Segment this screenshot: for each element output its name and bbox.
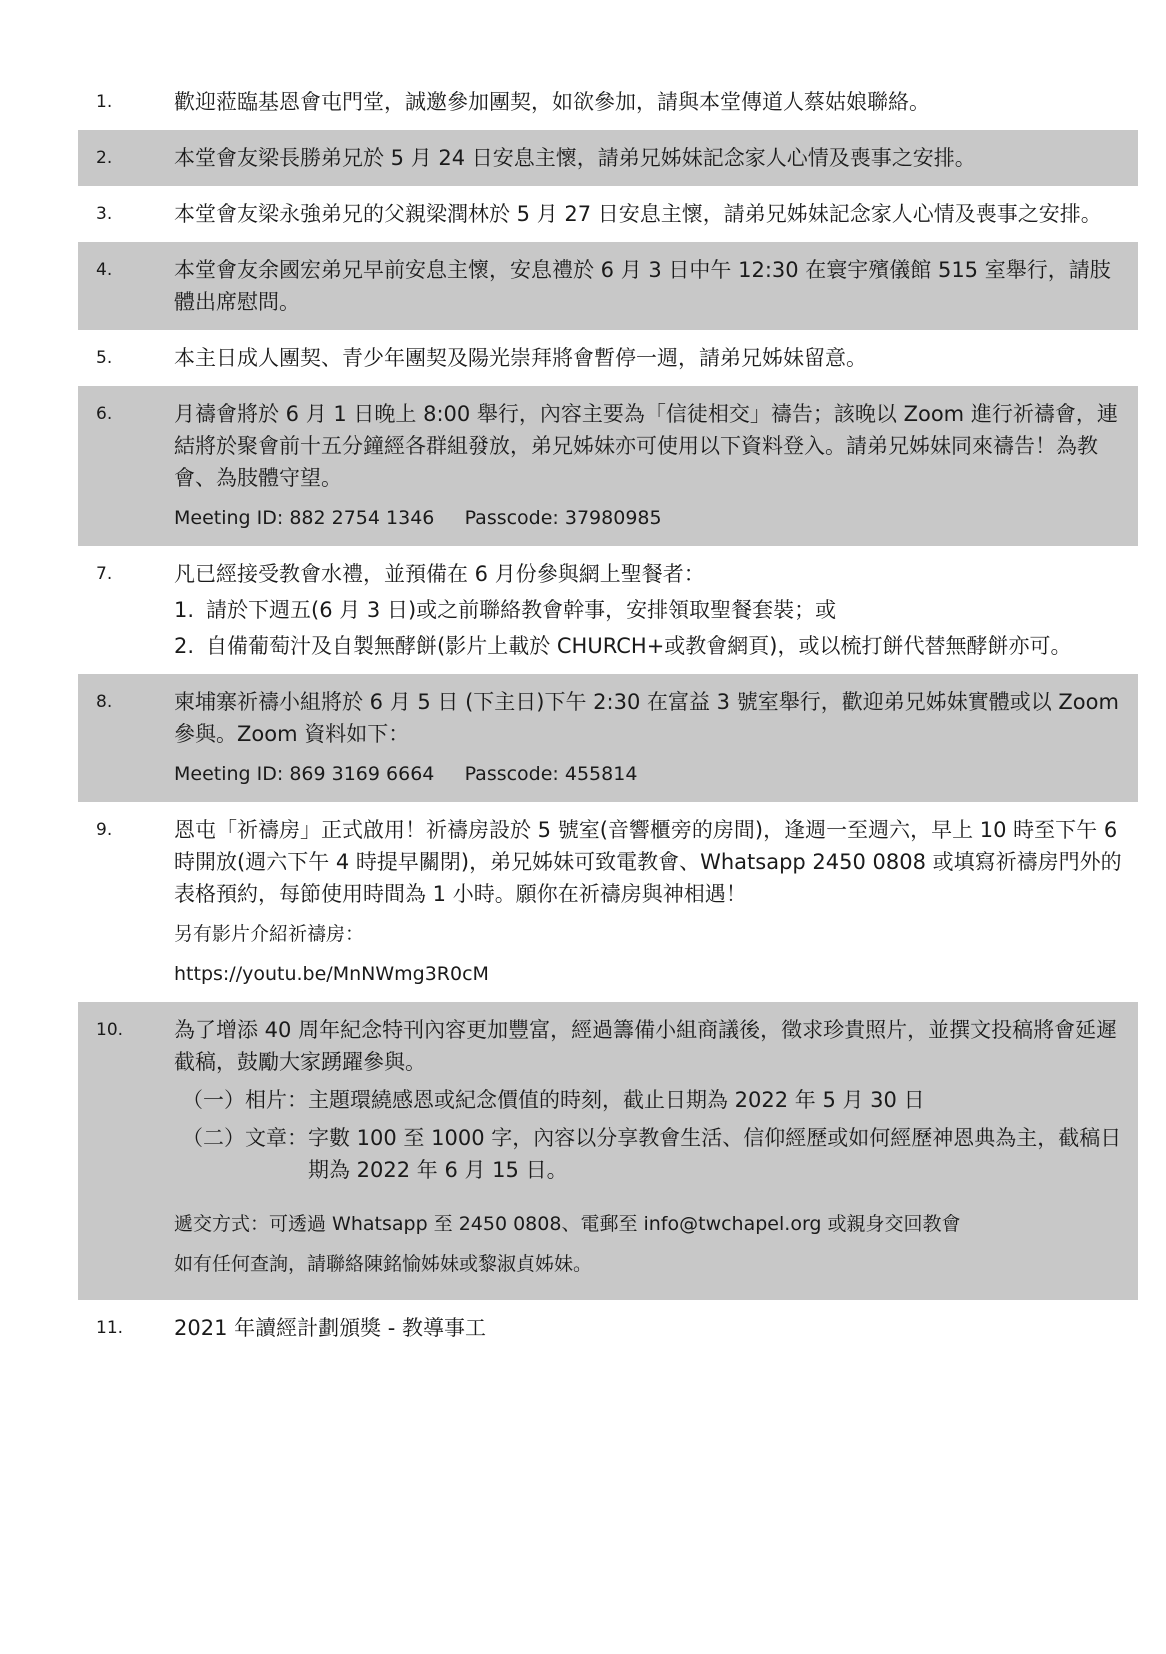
item-text: 恩屯「祈禱房」正式啟用！祈禱房設於 5 號室(音響櫃旁的房間)，逢週一至週六，早上 10 時至下午 6 時開放(週六下午 4 時提早關閉)，弟兄姊妹可致電教會、Whatsapp 2450 0808 或填寫祈禱房門外的表格預約，每節使用時間為 1 小時。願你在祈禱房與神相遇！ [174, 818, 1122, 906]
item-text: 本堂會友梁永強弟兄的父親梁潤林於 5 月 27 日安息主懷，請弟兄姊妹記念家人心情及喪事之安排。 [174, 202, 1102, 226]
enquiry-text: 如有任何查詢，請聯絡陳銘愉姊妹或黎淑貞姊妹。 [174, 1253, 593, 1275]
video-link[interactable]: https://youtu.be/MnNWmg3R0cM [174, 963, 489, 985]
list-item [78, 674, 1138, 802]
item-number: 2. [96, 148, 113, 168]
item-text: 歡迎蒞臨基恩會屯門堂，誠邀參加團契，如欲參加，請與本堂傳道人蔡姑娘聯絡。 [174, 90, 930, 114]
item-number: 3. [96, 204, 113, 224]
item-number: 8. [96, 692, 113, 712]
list-item [78, 74, 1138, 130]
article-text: 字數 100 至 1000 字，內容以分享教會生活、信仰經歷或如何經歷神恩典為主，截稿日期為 2022 年 6 月 15 日。 [308, 1126, 1122, 1182]
item-number: 5. [96, 348, 113, 368]
item-text: 月禱會將於 6 月 1 日晚上 8:00 舉行，內容主要為「信徒相交」禱告；該晚以 Zoom 進行祈禱會，連結將於聚會前十五分鐘經各群組發放，弟兄姊妹亦可使用以下資料登入。請弟兄姊妹同來禱告！為教會、為肢體守望。 [174, 402, 1118, 490]
list-item [78, 130, 1138, 186]
list-item [78, 802, 1138, 1002]
item-number: 6. [96, 404, 113, 424]
meeting-info: Meeting ID: 882 2754 1346 Passcode: 37980985 [174, 507, 662, 529]
item-text: 為了增添 40 周年紀念特刊內容更加豐富，經過籌備小組商議後，徵求珍貴照片，並撰文投稿將會延遲截稿，鼓勵大家踴躍參與。 [174, 1018, 1118, 1074]
list-item [78, 242, 1138, 330]
list-item [78, 1002, 1138, 1300]
submission-method: 遞交方式：可透過 Whatsapp 至 2450 0808、電郵至 info@twchapel.org 或親身交回教會 [174, 1213, 961, 1235]
item-text: 本堂會友余國宏弟兄早前安息主懷，安息禮於 6 月 3 日中午 12:30 在寰宇殯儀館 515 室舉行，請肢體出席慰問。 [174, 258, 1111, 314]
sub-list-item [174, 594, 1124, 626]
item-number: 9. [96, 820, 113, 840]
item-text: 凡已經接受教會水禮，並預備在 6 月份參與網上聖餐者： [174, 562, 705, 586]
list-item [78, 186, 1138, 242]
photo-text: 主題環繞感恩或紀念價值的時刻，截止日期為 2022 年 5 月 30 日 [308, 1088, 925, 1112]
sub-list [174, 594, 1124, 662]
list-item [78, 386, 1138, 546]
item-number: 4. [96, 260, 113, 280]
item-number: 7. [96, 564, 113, 584]
item-text: 柬埔寨祈禱小組將於 6 月 5 日 (下主日)下午 2:30 在富益 3 號室舉行，歡迎弟兄姊妹實體或以 Zoom 參與。Zoom 資料如下： [174, 690, 1119, 746]
article-label: （二）文章： [182, 1126, 308, 1150]
item-text: 本主日成人團契、青少年團契及陽光崇拜將會暫停一週，請弟兄姊妹留意。 [174, 346, 867, 370]
item-text: 本堂會友梁長勝弟兄於 5 月 24 日安息主懷，請弟兄姊妹記念家人心情及喪事之安排。 [174, 146, 976, 170]
sub-list-number: 1. [174, 598, 195, 622]
sub-list-item [174, 630, 1124, 662]
article-requirement [182, 1122, 1124, 1186]
list-item [78, 330, 1138, 386]
sub-list-text: 請於下週五(6 月 3 日)或之前聯絡教會幹事，安排領取聖餐套裝；或 [206, 598, 837, 622]
list-item [78, 546, 1138, 674]
item-number: 10. [96, 1020, 124, 1040]
sub-list-number: 2. [174, 634, 195, 658]
video-label: 另有影片介紹祈禱房： [174, 923, 365, 945]
item-number: 1. [96, 92, 113, 112]
meeting-info: Meeting ID: 869 3169 6664 Passcode: 455814 [174, 763, 638, 785]
item-text: 2021 年讀經計劃頒獎 - 教導事工 [174, 1316, 487, 1340]
list-item [78, 1300, 1138, 1356]
announcements-list [78, 74, 1138, 1356]
photo-requirement [182, 1084, 1124, 1116]
sub-list-text: 自備葡萄汁及自製無酵餅(影片上載於 CHURCH+或教會網頁)，或以梳打餅代替無酵餅亦可。 [206, 634, 1072, 658]
photo-label: （一）相片： [182, 1088, 308, 1112]
item-number: 11. [96, 1318, 124, 1338]
